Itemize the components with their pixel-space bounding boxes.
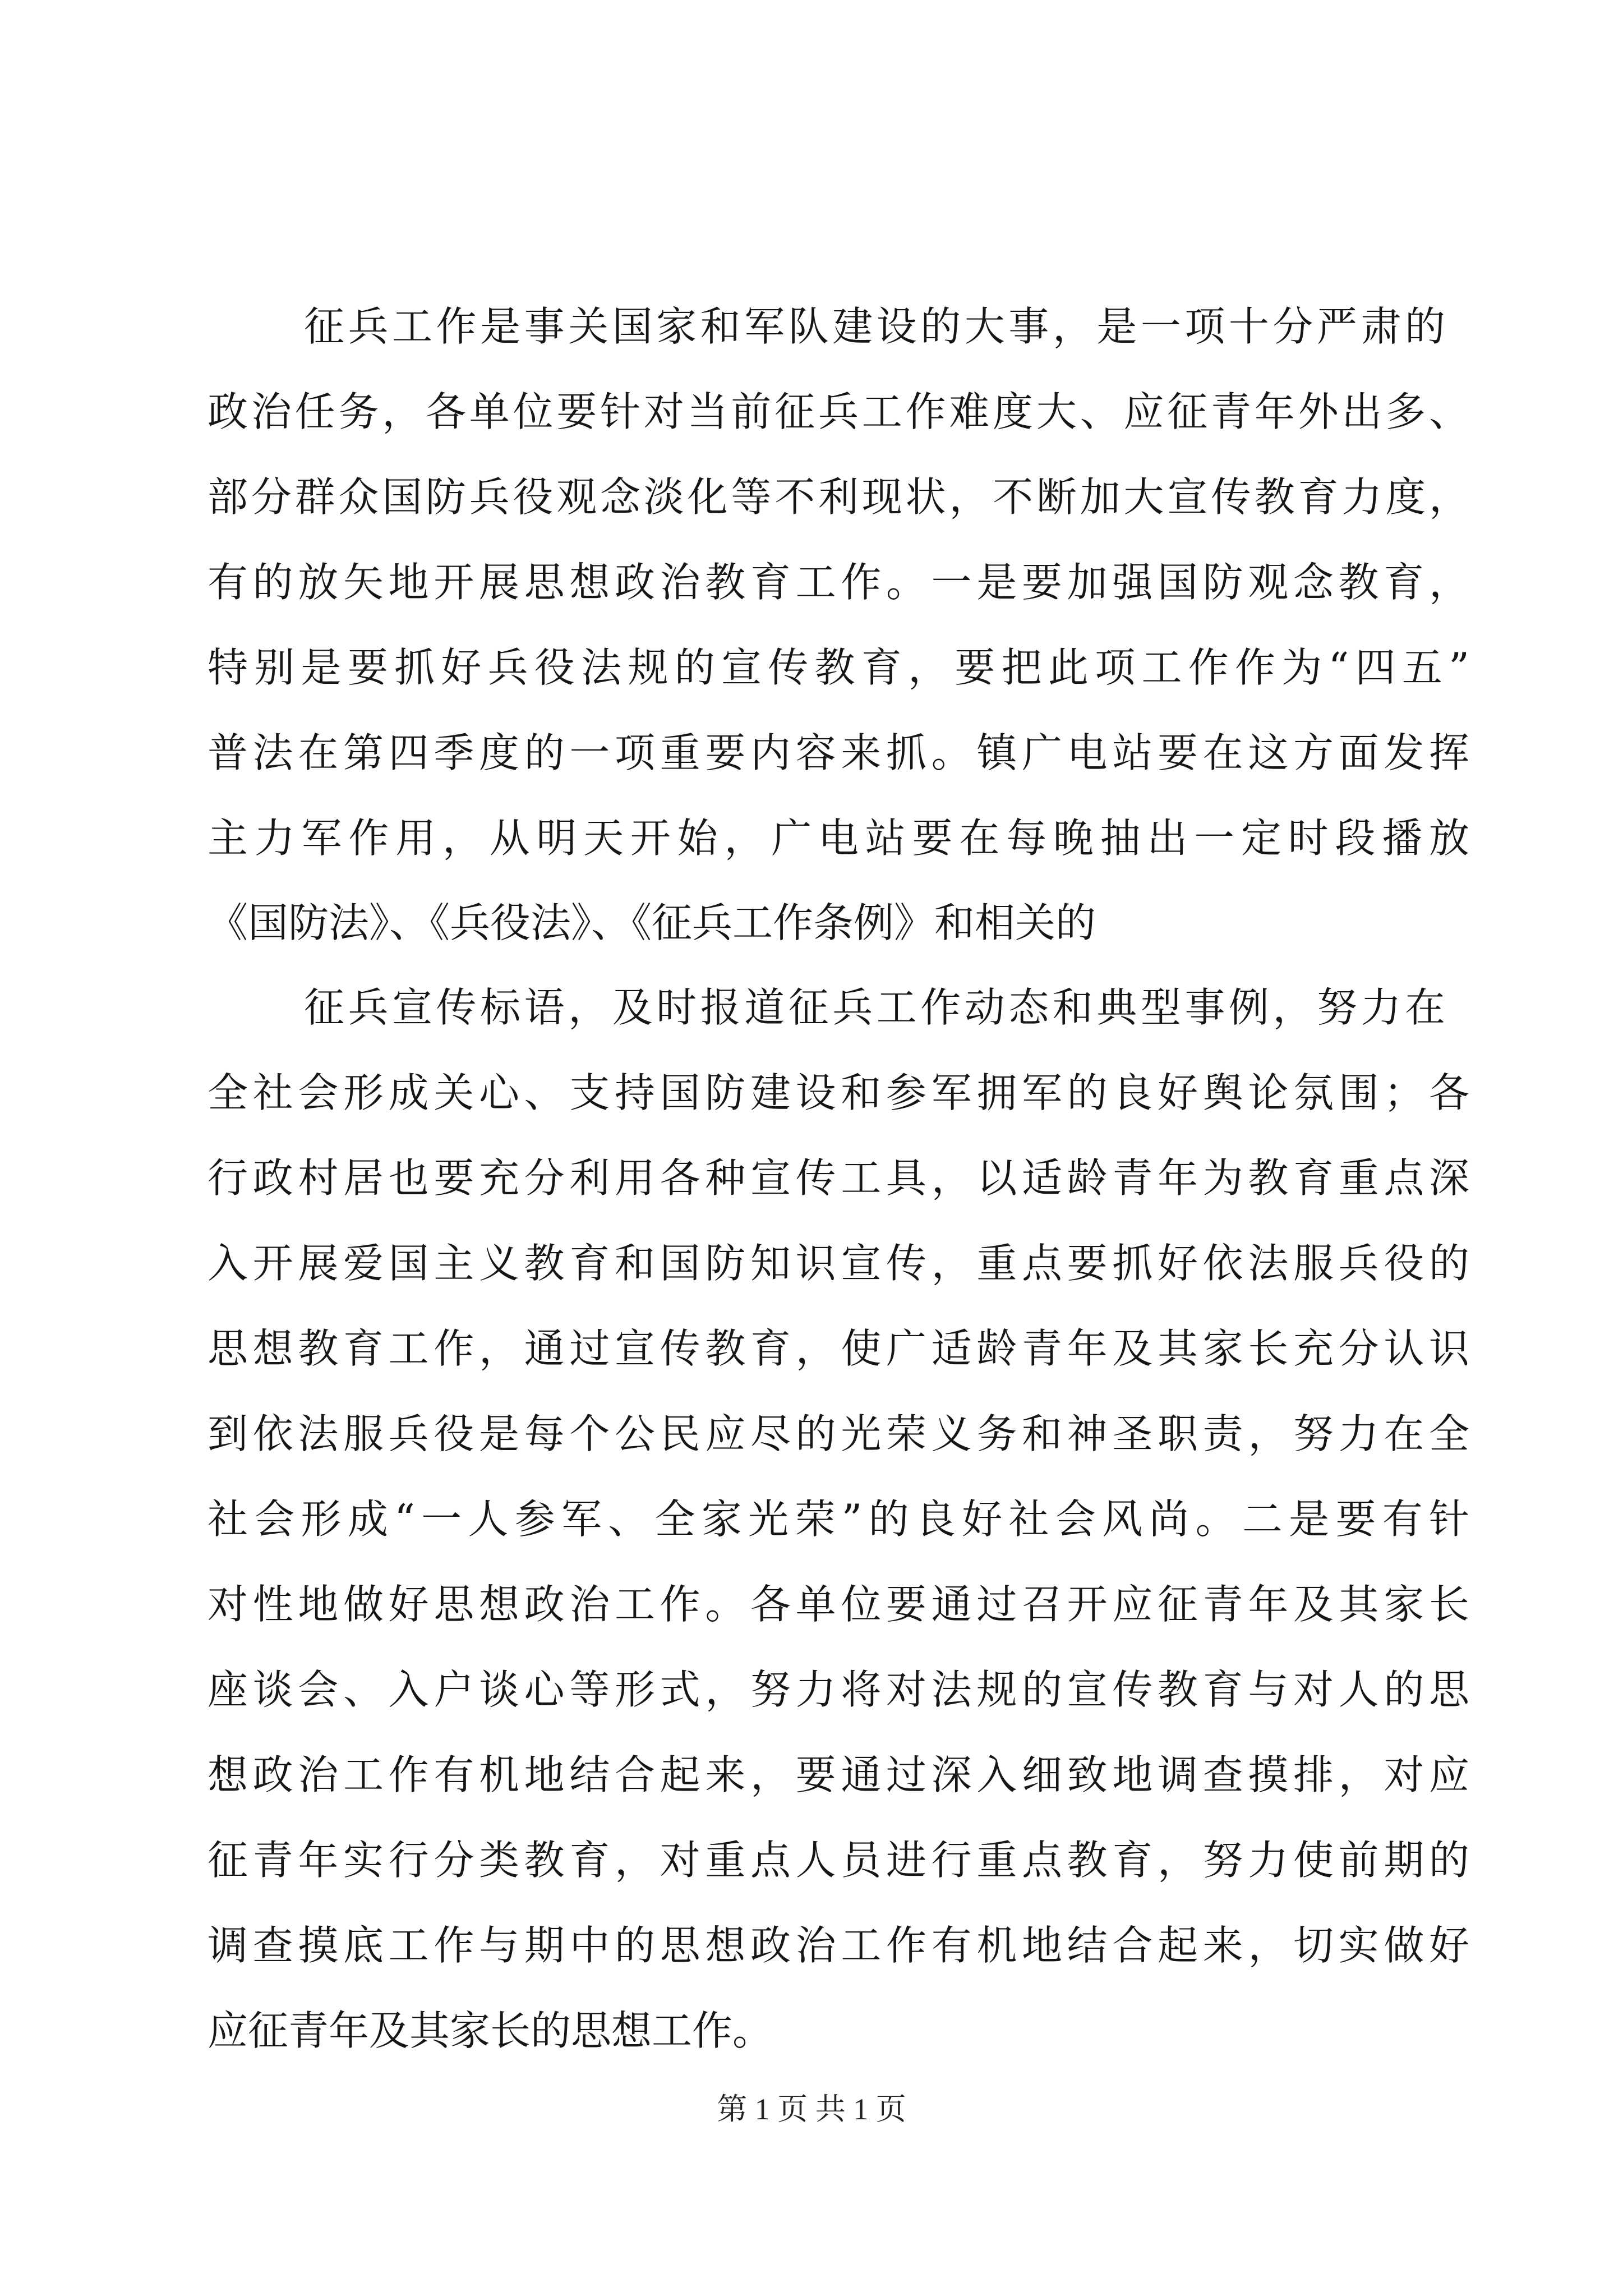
page-number-footer: 第 1 页 共 1 页 bbox=[717, 2092, 906, 2126]
paragraph-2-line-3: 行政村居也要充分利用各种宣传工具，以适龄青年为教育重点深 bbox=[208, 1154, 1469, 1202]
paragraph-1-line-5: 特别是要抓好兵役法规的宣传教育，要把此项工作作为“四五” bbox=[208, 644, 1469, 691]
paragraph-2-line-13: 应征青年及其家长的思想工作。 bbox=[208, 2007, 773, 2054]
paragraph-2-line-11: 征青年实行分类教育，对重点人员进行重点教育，努力使前期的 bbox=[208, 1837, 1469, 1884]
paragraph-2-line-9: 座谈会、入户谈心等形式，努力将对法规的宣传教育与对人的思 bbox=[208, 1666, 1469, 1713]
paragraph-2-line-10: 想政治工作有机地结合起来，要通过深入细致地调查摸排，对应 bbox=[208, 1751, 1469, 1798]
paragraph-1-line-8: 《国防法》、《兵役法》、《征兵工作条例》和相关的 bbox=[208, 899, 1096, 946]
paragraph-2-line-4: 入开展爱国主义教育和国防知识宣传，重点要抓好依法服兵役的 bbox=[208, 1240, 1469, 1287]
paragraph-1-line-4: 有的放矢地开展思想政治教育工作。一是要加强国防观念教育， bbox=[208, 559, 1469, 606]
paragraph-2-line-2: 全社会形成关心、支持国防建设和参军拥军的良好舆论氛围；各 bbox=[208, 1069, 1469, 1116]
paragraph-1-line-3: 部分群众国防兵役观念淡化等不利现状，不断加大宣传教育力度， bbox=[208, 473, 1469, 521]
paragraph-2-line-1: 征兵宣传标语，及时报道征兵工作动态和典型事例，努力在 bbox=[304, 984, 1445, 1031]
paragraph-1-line-6: 普法在第四季度的一项重要内容来抓。镇广电站要在这方面发挥 bbox=[208, 729, 1469, 776]
paragraph-1-line-2: 政治任务，各单位要针对当前征兵工作难度大、应征青年外出多、 bbox=[208, 388, 1469, 435]
paragraph-2-line-5: 思想教育工作，通过宣传教育，使广适龄青年及其家长充分认识 bbox=[208, 1325, 1469, 1372]
paragraph-1-line-1: 征兵工作是事关国家和军队建设的大事，是一项十分严肃的 bbox=[304, 303, 1445, 350]
paragraph-2-line-6: 到依法服兵役是每个公民应尽的光荣义务和神圣职责，努力在全 bbox=[208, 1410, 1469, 1457]
paragraph-2-line-7: 社会形成“一人参军、全家光荣”的良好社会风尚。二是要有针 bbox=[208, 1496, 1469, 1543]
paragraph-2-line-8: 对性地做好思想政治工作。各单位要通过召开应征青年及其家长 bbox=[208, 1581, 1469, 1628]
paragraph-2-line-12: 调查摸底工作与期中的思想政治工作有机地结合起来，切实做好 bbox=[208, 1922, 1469, 1969]
paragraph-1-line-7: 主力军作用，从明天开始，广电站要在每晚抽出一定时段播放 bbox=[208, 815, 1469, 862]
